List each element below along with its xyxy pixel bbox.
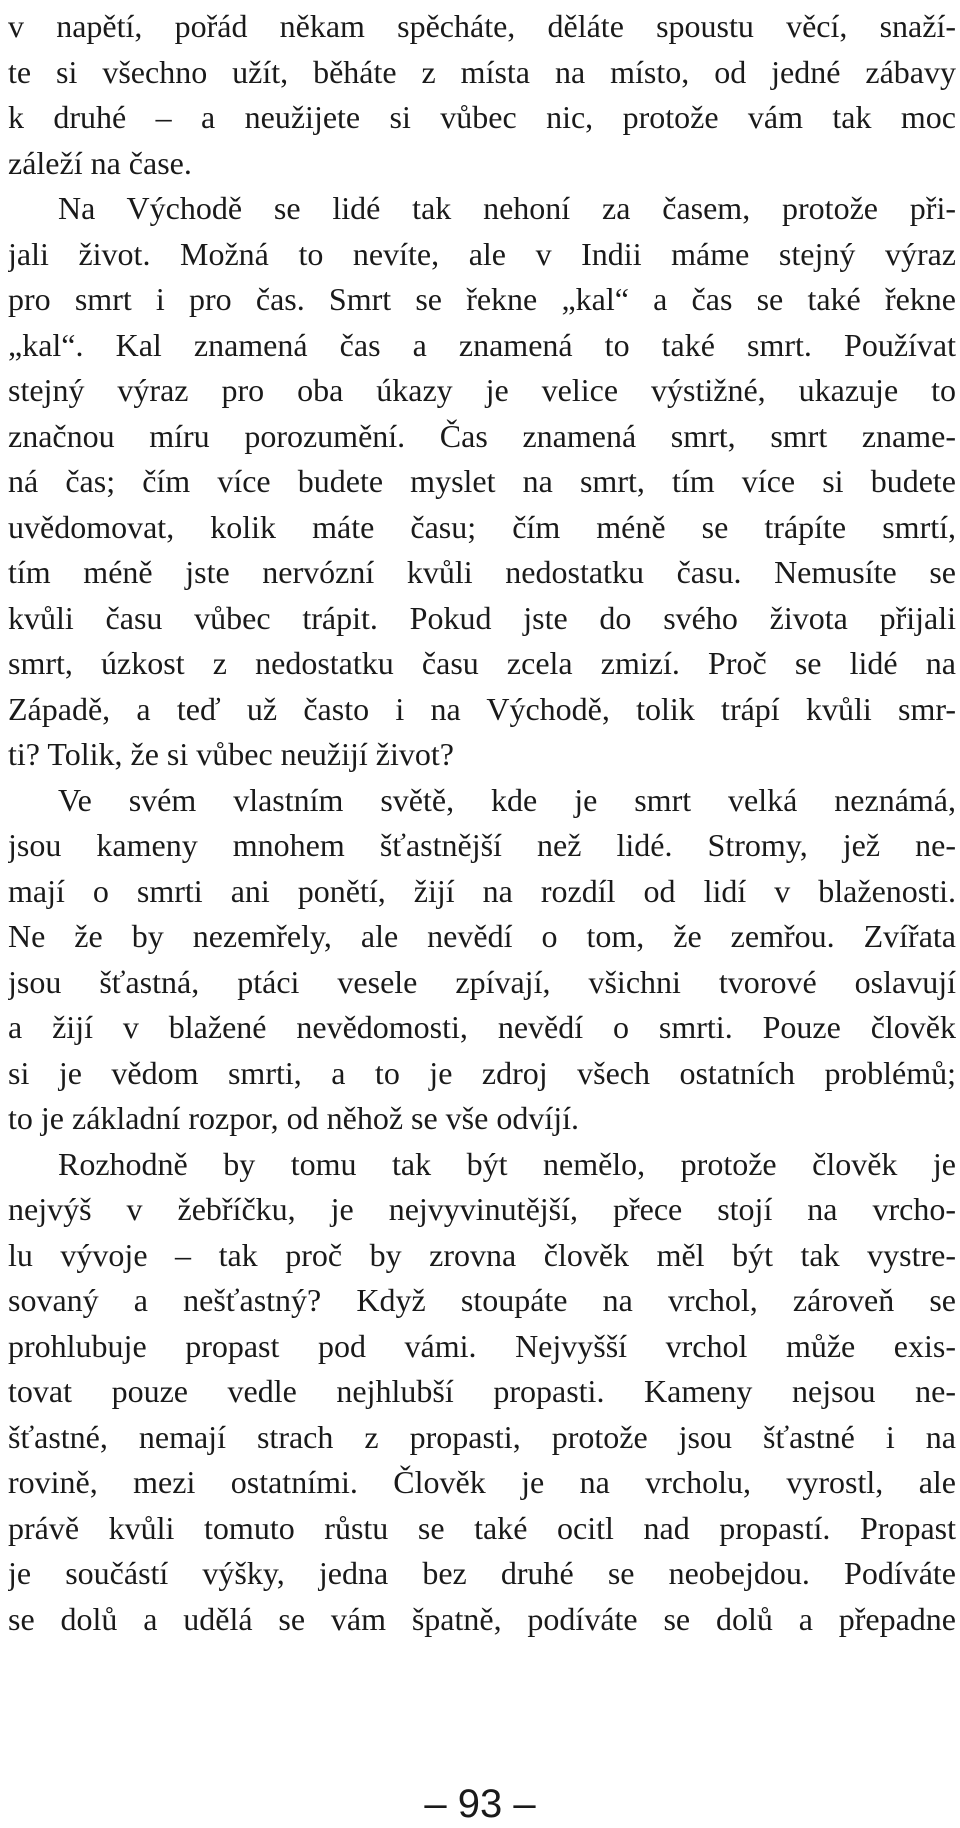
text-line: mají o smrti ani ponětí, žijí na rozdíl od lidí v blaženosti.	[8, 872, 956, 909]
text-line: Ne že by nezemřely, ale nevědí o tom, že zemřou. Zvířata	[8, 918, 956, 954]
text-line: je součástí výšky, jedna bez druhé se neobejdou. Podíváte	[8, 1555, 956, 1591]
text-line: právě kvůli tomuto růstu se také ocitl nad propastí. Propast	[8, 1509, 956, 1546]
paragraph	[8, 186, 956, 778]
text-line: lu vývoje – tak proč by zrovna člověk měl být tak vystre-	[8, 1236, 956, 1273]
text-line: Západě, a teď už často i na Východě, tolik trápí kvůli smr-	[8, 690, 956, 727]
text-line: smrt, úzkost z nedostatku času zcela zmizí. Proč se lidé na	[8, 645, 956, 681]
paragraph	[8, 778, 956, 1142]
text-line: ná čas; čím více budete myslet na smrt, tím více si budete	[8, 463, 956, 499]
text-line: si je vědom smrti, a to je zdroj všech ostatních problémů;	[8, 1054, 956, 1091]
text-line: Ve svém vlastním světě, kde je smrt velká neznámá,	[58, 781, 956, 818]
text-line: jsou šťastná, ptáci vesele zpívají, všichni tvorové oslavují	[8, 963, 956, 1000]
text-line: a žijí v blažené nevědomosti, nevědí o smrti. Pouze člověk	[8, 1009, 956, 1045]
text-line: tovat pouze vedle nejhlubší propasti. Kameny nejsou ne-	[8, 1373, 956, 1409]
paragraph	[8, 4, 956, 186]
text-line: záleží na čase.	[8, 144, 192, 181]
text-line: se dolů a udělá se vám špatně, podíváte se dolů a přepadne	[8, 1600, 956, 1637]
text-line: nejvýš v žebříčku, je nejvyvinutější, přece stojí na vrcho-	[8, 1191, 956, 1227]
body-text	[8, 4, 956, 1642]
text-line: rovině, mezi ostatními. Člověk je na vrcholu, vyrostl, ale	[8, 1464, 956, 1500]
text-line: Rozhodně by tomu tak být nemělo, protože člověk je	[58, 1145, 956, 1182]
text-line: k druhé – a neužijete si vůbec nic, protože vám tak moc	[8, 99, 956, 135]
text-line: pro smrt i pro čas. Smrt se řekne „kal“ a čas se také řekne	[8, 281, 956, 317]
page-number: – 93 –	[424, 1782, 536, 1826]
text-line: Na Východě se lidé tak nehoní za časem, protože při-	[58, 190, 956, 226]
text-line: značnou míru porozumění. Čas znamená smrt, smrt zname-	[8, 417, 956, 454]
text-line: tím méně jste nervózní kvůli nedostatku času. Nemusíte se	[8, 554, 956, 590]
text-line: stejný výraz pro oba úkazy je velice výstižné, ukazuje to	[8, 372, 956, 408]
text-line: prohlubuje propast pod vámi. Nejvyšší vrchol může exis-	[8, 1327, 956, 1364]
text-line: jsou kameny mnohem šťastnější než lidé. Stromy, jež ne-	[8, 827, 956, 863]
text-line: kvůli času vůbec trápit. Pokud jste do svého života přijali	[8, 599, 956, 636]
text-line: uvědomovat, kolik máte času; čím méně se trápíte smrtí,	[8, 508, 956, 545]
text-line: jali život. Možná to nevíte, ale v Indii máme stejný výraz	[8, 235, 956, 272]
text-line: šťastné, nemají strach z propasti, protože jsou šťastné i na	[8, 1418, 956, 1455]
text-line: sovaný a nešťastný? Když stoupáte na vrchol, zároveň se	[8, 1282, 956, 1318]
text-line: ti? Tolik, že si vůbec neužijí život?	[8, 736, 454, 772]
text-line: „kal“. Kal znamená čas a znamená to také smrt. Používat	[8, 326, 956, 363]
text-line: v napětí, pořád někam spěcháte, děláte spoustu věcí, snaží-	[8, 8, 956, 44]
text-line: to je základní rozpor, od něhož se vše odvíjí.	[8, 1100, 579, 1136]
paragraph	[8, 1142, 956, 1643]
text-line: te si všechno užít, běháte z místa na místo, od jedné zábavy	[8, 53, 956, 90]
